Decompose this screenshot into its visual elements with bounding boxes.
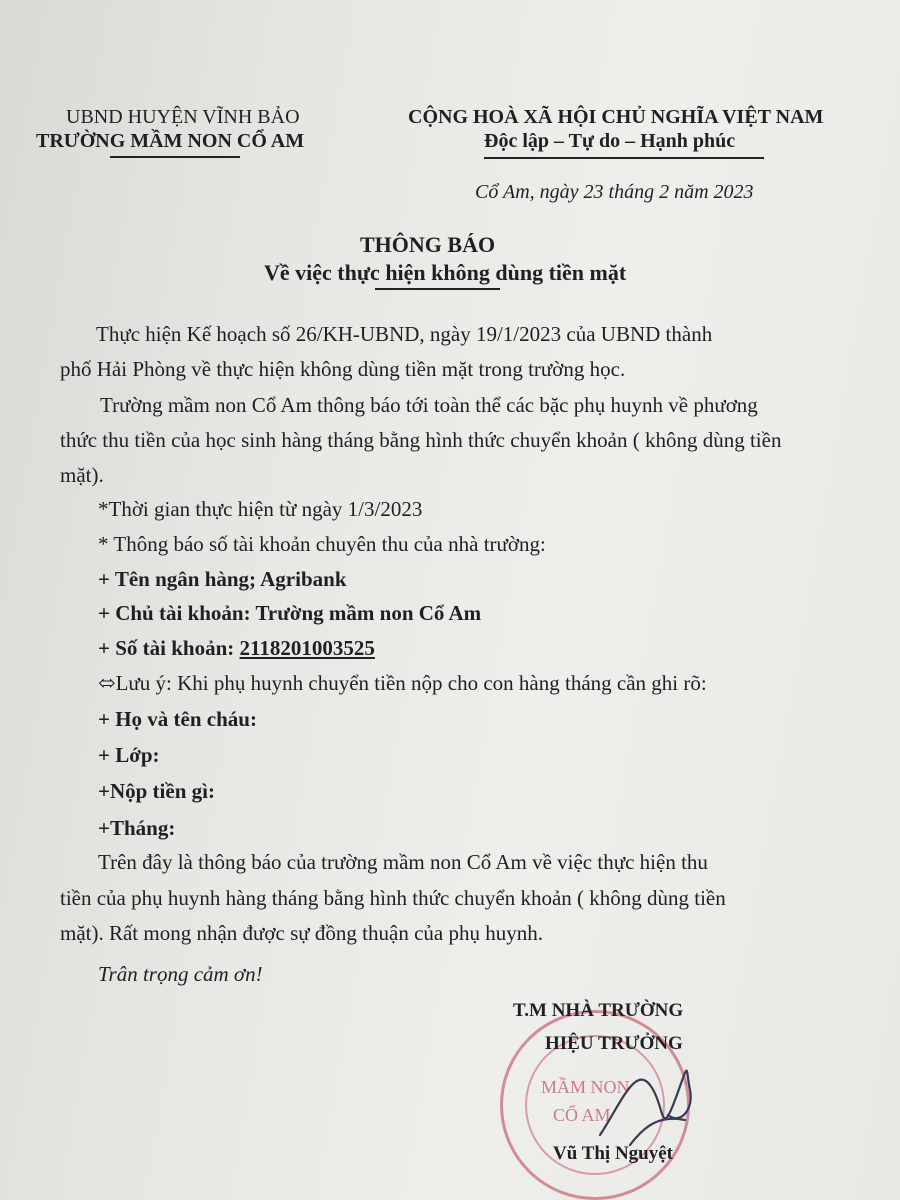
account-intro: * Thông báo số tài khoản chuyên thu của nhà trường:	[98, 532, 546, 556]
account-number-label: + Số tài khoản:	[98, 636, 240, 660]
account-number-line	[98, 636, 375, 661]
thanks-line: Trân trọng cảm ơn!	[98, 962, 263, 986]
time-line: *Thời gian thực hiện từ ngày 1/3/2023	[98, 497, 423, 521]
signer-name: Vũ Thị Nguyệt	[553, 1143, 674, 1164]
school-underline	[110, 156, 240, 158]
seal-text-line-2: CỔ AM	[553, 1105, 611, 1125]
on-behalf-label: T.M NHÀ TRƯỜNG	[513, 1000, 684, 1021]
paragraph-2-line-2: thức thu tiền của học sinh hàng tháng bằng hình thức chuyển khoản ( không dùng tiền	[60, 428, 782, 452]
motto-underline	[484, 157, 764, 159]
signature-mark	[590, 1045, 710, 1155]
paragraph-3-line-2: tiền của phụ huynh hàng tháng bằng hình thức chuyển khoản ( không dùng tiền	[60, 886, 726, 910]
paragraph-3-line-3: mặt). Rất mong nhận được sự đồng thuận của phụ huynh.	[60, 921, 543, 945]
subtitle-underline	[375, 288, 500, 290]
country-name: CỘNG HOÀ XÃ HỘI CHỦ NGHĨA VIỆT NAM	[408, 106, 824, 128]
field-child-name: + Họ và tên cháu:	[98, 707, 257, 731]
seal-text-line-1: MẦM NON	[541, 1077, 630, 1097]
account-holder: + Chủ tài khoản: Trường mầm non Cổ Am	[98, 601, 482, 625]
field-fee: +Nộp tiền gì:	[98, 779, 215, 803]
document-subtitle: Về việc thực hiện không dùng tiền mặt	[264, 260, 627, 285]
bank-name: + Tên ngân hàng; Agribank	[98, 567, 347, 591]
date-line: Cổ Am, ngày 23 tháng 2 năm 2023	[475, 181, 754, 203]
paragraph-1-line-1: Thực hiện Kế hoạch số 26/KH-UBND, ngày 19/1/2023 của UBND thành	[96, 322, 713, 346]
national-motto: Độc lập – Tự do – Hạnh phúc	[484, 130, 736, 152]
account-number: 2118201003525	[239, 636, 375, 660]
authority-name: UBND HUYỆN VĨNH BẢO	[66, 106, 300, 128]
paragraph-3-line-1: Trên đây là thông báo của trường mầm non Cổ Am về việc thực hiện thu	[98, 850, 708, 874]
document-title: THÔNG BÁO	[360, 232, 496, 257]
field-month: +Tháng:	[98, 816, 176, 840]
school-name: TRƯỜNG MẦM NON CỔ AM	[36, 130, 305, 152]
note-line: ⬄Lưu ý: Khi phụ huynh chuyển tiền nộp cho con hàng tháng cần ghi rõ:	[98, 671, 707, 695]
paragraph-2-line-3: mặt).	[60, 463, 104, 487]
paragraph-2-line-1: Trường mầm non Cổ Am thông báo tới toàn thể các bặc phụ huynh về phương	[100, 393, 758, 417]
paragraph-1-line-2: phố Hải Phòng về thực hiện không dùng tiền mặt trong trường học.	[60, 357, 626, 381]
position-label: HIỆU TRƯỞNG	[545, 1033, 683, 1054]
field-class: + Lớp:	[98, 743, 160, 767]
